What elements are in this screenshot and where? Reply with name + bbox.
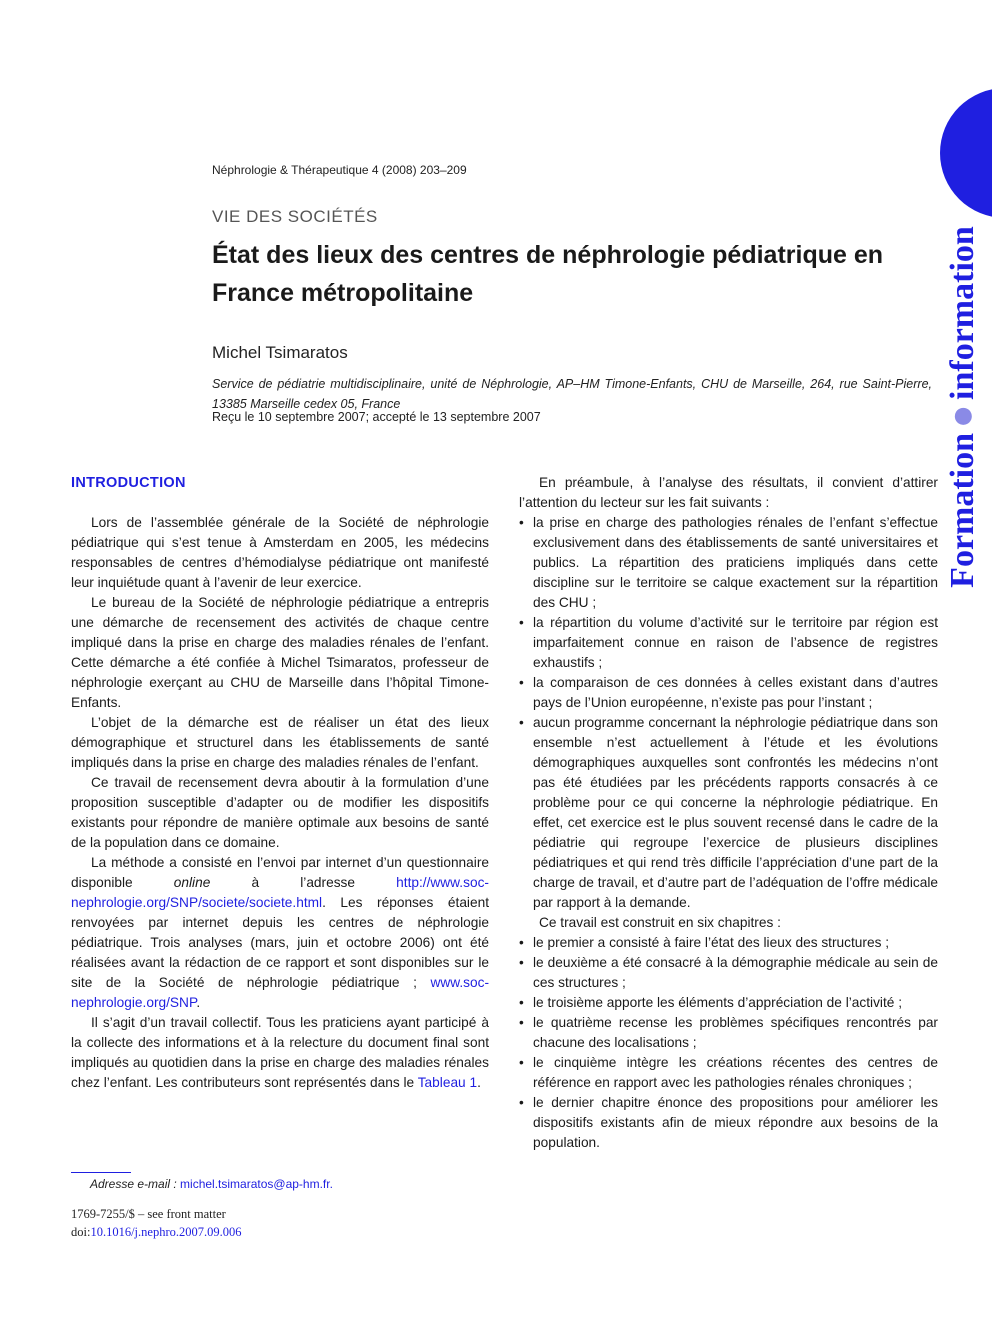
paragraph-contributors <box>71 1013 489 1093</box>
preamble-list <box>519 513 938 913</box>
paragraph: Lors de l’assemblée générale de la Société de néphrologie pédiatrique qui s’est tenue à Amsterdam en 2005, les médecins responsables de centres d’hémodialyse pédiatrique ont manifesté leur inquiétude quant à l’avenir de leur exercice. <box>71 515 489 590</box>
email-footnote <box>90 1177 333 1191</box>
text-run: . Les réponses étaient renvoyées par internet depuis les centres de néphrologie pédiatrique. Trois analyses (mars, juin et octobre 2006) ont été réalisées avant la rédaction de ce rapport et sont disponibles sur le site de la Société de néphrologie pédiatrique ; <box>71 895 489 990</box>
list-item: • la répartition du volume d’activité sur le territoire par région est imparfaitement connue en raison de l’absence de registres exhaustifs ; <box>519 613 938 673</box>
left-column <box>71 513 489 1093</box>
author-name: Michel Tsimaratos <box>212 343 348 362</box>
text-run: . <box>477 1075 481 1090</box>
table-1-link[interactable]: Tableau 1 <box>417 1075 478 1090</box>
text-run: . <box>196 995 201 1010</box>
article-title: État des lieux des centres de néphrologie pédiatrique en France métropolitaine <box>212 241 884 307</box>
paragraph: Le bureau de la Société de néphrologie pédiatrique a entrepris une démarche de recensement des activités de chaque centre impliqué dans la prise en charge des maladies rénales de l’enfant. Cette démarche a été confiée à Michel Tsimaratos, professeur de néphrologie exerçant au CHU de Marseille dans l’hôpital Timone-Enfants. <box>71 595 489 710</box>
text-run: Il s’agit d’un travail collectif. Tous les praticiens ayant participé à la collecte des informations et à la relecture du document final sont impliqués au quotidien dans la prise en charge des maladies rénales chez l’enfant. Les contributeurs sont représentés dans le <box>71 1015 489 1090</box>
paragraph: L’objet de la démarche est de réaliser un état des lieux démographique et structurel dans les établissements de santé impliqués dans la prise en charge des maladies rénales de l’enfant. <box>71 715 489 770</box>
email-link[interactable]: michel.tsimaratos@ap-hm.fr. <box>180 1177 333 1191</box>
author-affiliation: Service de pédiatrie multidisciplinaire, unité de Néphrologie, AP–HM Timone-Enfants, CHU de Marseille, 264, rue Saint-Pierre, 13385 Marseille cedex 05, France <box>212 377 932 411</box>
issn-line: 1769-7255/$ – see front matter <box>71 1207 226 1221</box>
paragraph-method <box>71 853 489 1013</box>
list-item: • le dernier chapitre énonce des propositions pour améliorer les dispositifs existants afin de mieux répondre aux besoins de la population. <box>519 1093 938 1153</box>
list-item: • le quatrième recense les problèmes spécifiques rencontrés par chacune des localisations ; <box>519 1013 938 1053</box>
list-item: • la comparaison de ces données à celles existant dans d’autres pays de l’Union européenne, n’existe pas pour l’instant ; <box>519 673 938 713</box>
right-column <box>519 473 938 1153</box>
text-run: à l’adresse <box>210 875 397 890</box>
list-item: • le cinquième intègre les créations récentes des centres de référence en rapport avec les pathologies rénales chroniques ; <box>519 1053 938 1093</box>
side-section-label <box>938 222 988 592</box>
chapters-list <box>519 933 938 1153</box>
society-website-link[interactable]: www.soc-nephrologie.org/SNP <box>71 975 489 1010</box>
footnote-rule <box>71 1172 131 1173</box>
section-heading-introduction: INTRODUCTION <box>71 475 186 491</box>
list-item: • le premier a consisté à faire l’état des lieux des structures ; <box>519 933 938 953</box>
doi-line <box>71 1225 242 1240</box>
doi-link[interactable]: 10.1016/j.nephro.2007.09.006 <box>90 1225 242 1239</box>
side-label-dot-icon <box>955 408 972 425</box>
list-item: • le troisième apporte les éléments d’appréciation de l’activité ; <box>519 993 938 1013</box>
received-dates: Reçu le 10 septembre 2007; accepté le 13 septembre 2007 <box>212 410 541 424</box>
paragraph: Ce travail de recensement devra aboutir à la formulation d’une proposition susceptible d’adapter ou de modifier les dispositifs existants pour répondre de manière optimale aux besoins de santé de la population dans ce domaine. <box>71 775 489 850</box>
side-label-formation: Formation <box>944 432 982 588</box>
journal-reference: Néphrologie & Thérapeutique 4 (2008) 203–209 <box>212 163 467 177</box>
side-label-information: information <box>944 226 982 400</box>
text-run: La méthode a consisté en l’envoi par internet d’un questionnaire disponible <box>71 855 489 890</box>
doi-label: doi: <box>71 1225 91 1239</box>
text-run-italic: online <box>173 875 211 890</box>
paragraph-preamble: En préambule, à l’analyse des résultats, il convient d’attirer l’attention du lecteur sur les fait suivants : <box>519 475 938 510</box>
section-tab-circle <box>940 88 992 218</box>
list-item: • aucun programme concernant la néphrologie pédiatrique dans son ensemble n’est actuellement à l’étude et les évolutions démographiques auxquelles sont confrontés les médecins n’ont pas été étudiées par les précédents rapports consacrés à ce problème pour ce qui concerne la néphrologie pédiatrique. En effet, cet exercice est le plus souvent recensé dans le cadre de la pédiatrie qui regroupe l’exercice de plusieurs disciplines pédiatriques et qui rend très difficile l’appréciation d’une part de la charge de travail, et d’autre part de l’adéquation de l’offre médicale par rapport à la demande. <box>519 713 938 913</box>
questionnaire-link[interactable]: http://www.soc-nephrologie.org/SNP/societe/societe.html <box>71 875 489 910</box>
paragraph-chapters: Ce travail est construit en six chapitres : <box>539 915 781 930</box>
list-item: • le deuxième a été consacré à la démographie médicale au sein de ces structures ; <box>519 953 938 993</box>
section-kicker: VIE DES SOCIÉTÉS <box>212 207 378 226</box>
list-item: • la prise en charge des pathologies rénales de l’enfant s’effectue exclusivement dans des établissements de santé universitaires et publics. La répartition des praticiens impliqués dans cette discipline sur le territoire se calque exactement sur la répartition des CHU ; <box>519 513 938 613</box>
email-label: Adresse e-mail : <box>90 1177 177 1191</box>
